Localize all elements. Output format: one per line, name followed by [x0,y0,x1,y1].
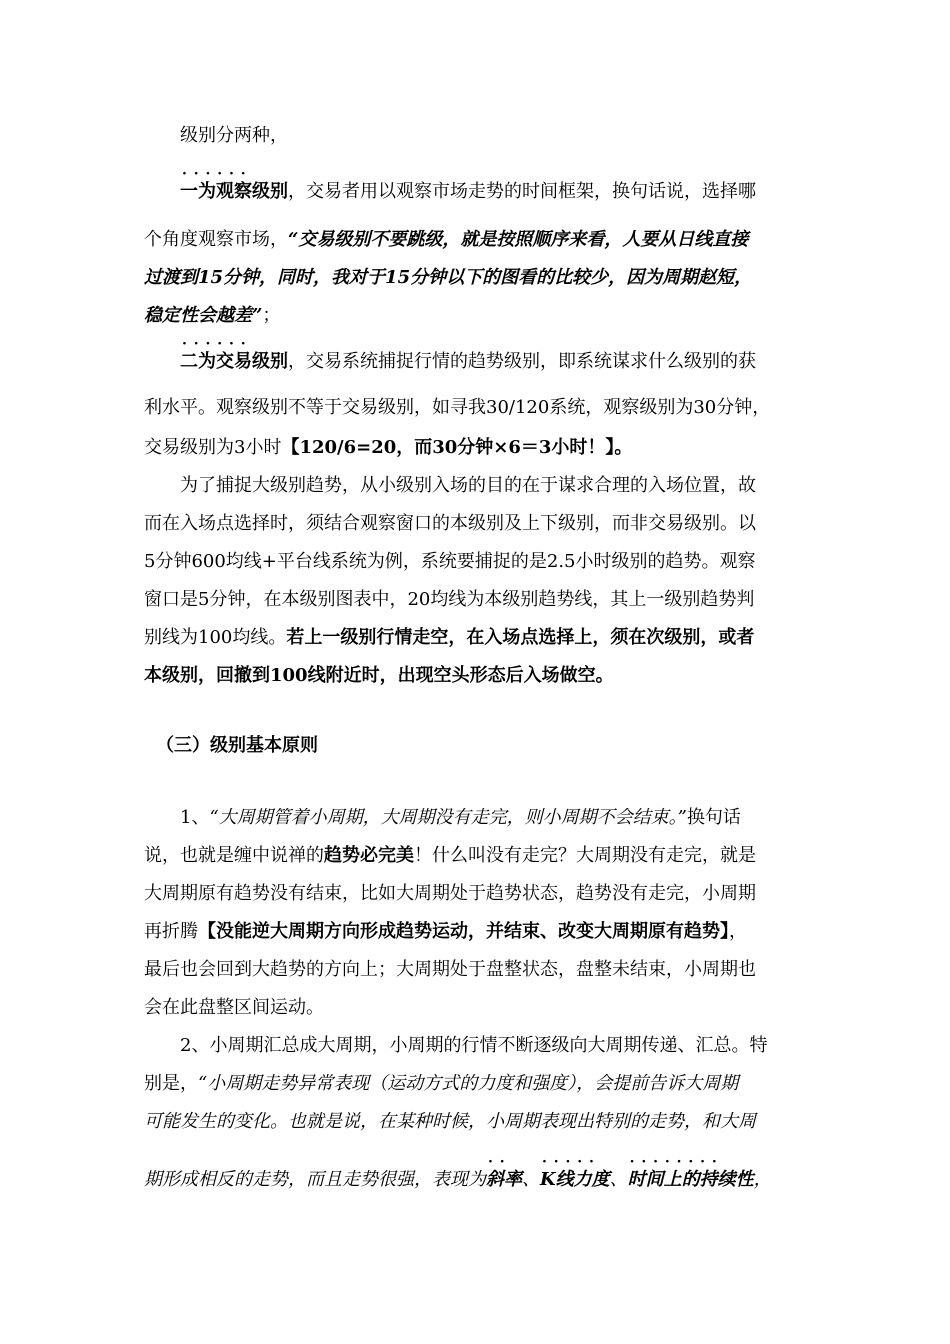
paragraph-trading-level [180,350,822,374]
paragraph-line [144,844,822,868]
quote-text: “小周期走势异常表现（运动方式的力度和强度），会提前告诉大周期 [198,1073,739,1094]
paragraph-line [144,436,822,460]
text: 级别分两种， [180,125,288,146]
paragraph-line [144,996,822,1020]
paragraph-line [144,588,822,612]
text: ，交易者用以观察市场走势的时间框架，换句话说，选择哪 [288,181,756,202]
paragraph-line [144,882,822,906]
text: 别是， [144,1073,198,1094]
emphasis-time-persistence: · · · 时间上的持续性 [628,1168,754,1192]
quote-text: “大周期管着小周期，大周期没有走完，则小周期不会结束。” [209,807,687,828]
paragraph-principle-2 [180,1034,822,1058]
paragraph-line [144,626,822,650]
section-heading [156,734,822,758]
bold-text: 本级别，回撤到100线附近时，出现空头形态后入场做空。 [144,665,614,686]
paragraph-line [144,1072,822,1096]
text: 换句话 [686,807,741,828]
paragraph-line [144,512,822,536]
paragraph-line [144,304,822,328]
text: 大周期原有趋势没有结束，比如大周期处于趋势状态，趋势没有走完，小周期 [144,883,756,904]
paragraph-line [144,958,822,982]
paragraph-entry [180,474,822,498]
text: 会在此盘整区间运动。 [144,997,324,1018]
paragraph-line [144,1168,822,1192]
paragraph-line [144,266,822,290]
paragraph-line [144,396,822,420]
text: ！什么叫没有走完？大周期没有走完，就是 [414,845,756,866]
text: 2、小周期汇总成大周期，小周期的行情不断逐级向大周期传递、汇总。特 [180,1035,768,1056]
paragraph-line [144,664,822,688]
quote-text: 可能发生的变化。也就是说，在某种时候，小周期表现出特别的走势，和大周 [144,1111,756,1132]
text: ； [262,305,281,326]
quote-text: 、 [522,1169,540,1190]
bold-text: 若上一级别行情走空，在入场点选择上，须在次级别，或者 [286,627,755,648]
bold-text: 趋势必完美 [324,845,414,866]
text: 个角度观察市场， [144,229,288,250]
text: 利水平。观察级别不等于交易级别，如寻我30/120系统，观察级别为30分钟， [144,397,771,418]
list-number: 1、 [180,807,210,828]
text: 最后也会回到大趋势的方向上；大周期处于盘整状态，盘整未结束，小周期也 [144,959,756,980]
quote-text: 过渡到15分钟，同时，我对于15分钟以下的图看的比较少，因为周期赵短， [144,267,753,288]
text: 别线为100均线。 [144,627,287,648]
text: 而在入场点选择时，须结合观察窗口的本级别及上下级别，而非交易级别。以 [144,513,756,534]
text: 为了捕捉大级别趋势，从小级别入场的目的在于谋求合理的入场位置，故 [180,475,756,496]
paragraph-line [144,550,822,574]
quote-text: 稳定性会越差” [144,305,263,326]
term-trading-level: · · · 二为交易级别 [180,350,288,374]
paragraph-intro [180,124,822,148]
bold-text: 【120/6=20，而30分钟×6＝3小时！】。 [281,437,633,458]
text: 说，也就是缠中说禅的 [144,845,324,866]
emphasis-slope: · · 斜率 [486,1168,522,1192]
quote-text: ， [753,1169,772,1190]
heading-text: （三）级别基本原则 [156,735,318,756]
emphasis-k-line-strength: · · · K线力度 [540,1168,610,1192]
paragraph-line [144,920,822,944]
paragraph-principle-1 [180,806,822,830]
text: 5分钟600均线+平台线系统为例，系统要捕捉的是2.5小时级别的趋势。观察 [144,551,756,572]
bold-text: 【没能逆大周期方向形成趋势运动，并结束、改变大周期原有趋势】 [198,921,729,942]
text: ， [729,921,747,942]
quote-text: 、 [609,1169,628,1190]
paragraph-observation-level [180,180,822,204]
paragraph-line [144,1110,822,1134]
term-observation-level: · · · 一为观察级别 [180,180,288,204]
text: 再折腾 [144,921,198,942]
quote-text: 期形成相反的走势，而且走势很强，表现为 [144,1169,486,1190]
quote-text: “交易级别不要跳级，就是按照顺序来看，人要从日线直接 [288,229,749,250]
paragraph-line [144,228,822,252]
text: ，交易系统捕捉行情的趋势级别，即系统谋求什么级别的获 [288,351,756,372]
text: 窗口是5分钟，在本级别图表中，20均线为本级别趋势线，其上一级别趋势判 [144,589,755,610]
text: 交易级别为3小时 [144,437,282,458]
